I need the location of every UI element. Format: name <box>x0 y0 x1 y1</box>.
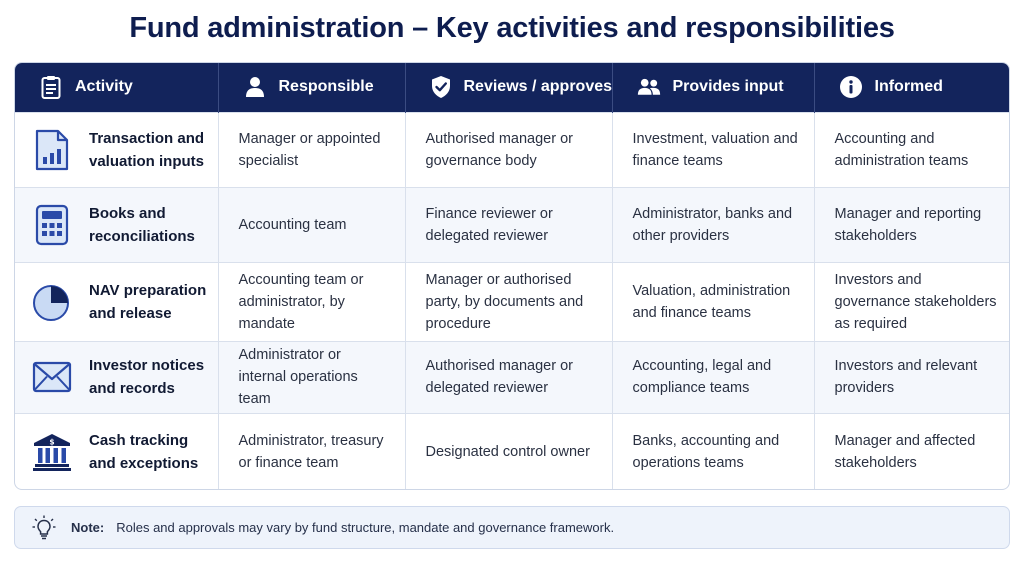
envelope-icon <box>31 355 73 399</box>
column-header-input <box>612 63 814 112</box>
activity-label: NAV preparation and release <box>89 281 207 322</box>
activity-cell <box>15 262 218 341</box>
column-header-responsible <box>218 63 405 112</box>
responsible-cell: Administrator, treasury or finance team <box>218 413 405 490</box>
input-cell: Investment, valuation and finance teams <box>612 112 814 187</box>
table-header-row <box>15 63 1010 112</box>
note-box <box>14 506 1010 549</box>
column-header-activity <box>15 63 218 112</box>
svg-text:$: $ <box>49 437 55 447</box>
input-cell: Accounting, legal and compliance teams <box>612 341 814 413</box>
activity-cell <box>15 413 218 490</box>
lightbulb-icon <box>31 515 57 541</box>
input-cell: Banks, accounting and operations teams <box>612 413 814 490</box>
responsible-cell: Administrator or internal operations team <box>218 341 405 413</box>
shield-check-icon <box>430 75 452 99</box>
table-row <box>15 413 1010 490</box>
input-cell: Administrator, banks and other providers <box>612 187 814 262</box>
document-chart-icon <box>31 128 73 172</box>
table-row <box>15 341 1010 413</box>
activity-label: Investor notices and records <box>89 357 205 397</box>
informed-cell: Manager and affected stakeholders <box>834 432 976 471</box>
reviews-cell: Manager or authorised party, by documents and procedure <box>405 262 612 341</box>
informed-cell: Investors and governance stakeholders as required <box>834 271 997 332</box>
reviews-cell: Finance reviewer or delegated reviewer <box>405 187 612 262</box>
pie-chart-icon <box>31 280 73 324</box>
activity-cell <box>15 341 218 413</box>
info-icon <box>839 75 863 99</box>
responsible-cell: Manager or appointed specialist <box>218 112 405 187</box>
reviews-cell: Designated control owner <box>405 413 612 490</box>
input-cell: Valuation, administration and finance teams <box>612 262 814 341</box>
clipboard-icon <box>39 75 63 99</box>
table-row <box>15 187 1010 262</box>
table-row <box>15 112 1010 187</box>
informed-cell: Investors and relevant providers <box>834 358 978 396</box>
activity-cell <box>15 187 218 262</box>
reviews-cell: Authorised manager or governance body <box>405 112 612 187</box>
column-header-label: Provides input <box>672 78 784 96</box>
activity-label: Books and reconciliations <box>89 204 195 245</box>
activity-label: Cash tracking and exceptions <box>89 431 199 472</box>
table-row <box>15 262 1010 341</box>
column-header-label: Informed <box>874 78 943 96</box>
column-header-label: Activity <box>75 78 133 96</box>
column-header-reviews <box>405 63 612 112</box>
column-header-label: Responsible <box>278 78 374 96</box>
column-header-label: Reviews / approves <box>463 78 613 96</box>
page-title: Fund administration – Key activities and responsibilities <box>129 12 895 44</box>
activity-label: Transaction and valuation inputs <box>89 129 205 170</box>
responsible-cell: Accounting team or administrator, by mandate <box>218 262 405 341</box>
reviews-cell: Authorised manager or delegated reviewer <box>405 341 612 413</box>
person-icon <box>243 75 267 99</box>
people-icon <box>637 75 661 99</box>
responsibility-table <box>14 62 1010 490</box>
bank-icon <box>31 430 73 474</box>
informed-cell: Accounting and administration teams <box>834 130 969 169</box>
column-header-informed <box>814 63 1010 112</box>
responsibility-grid <box>15 63 1010 490</box>
note-text: Roles and approvals may vary by fund structure, mandate and governance framework. <box>116 520 615 535</box>
activity-cell <box>15 112 218 187</box>
informed-cell: Manager and reporting stakeholders <box>834 205 982 244</box>
note-label: Note: <box>71 520 105 535</box>
calculator-icon <box>31 203 73 247</box>
responsible-cell: Accounting team <box>218 187 405 262</box>
